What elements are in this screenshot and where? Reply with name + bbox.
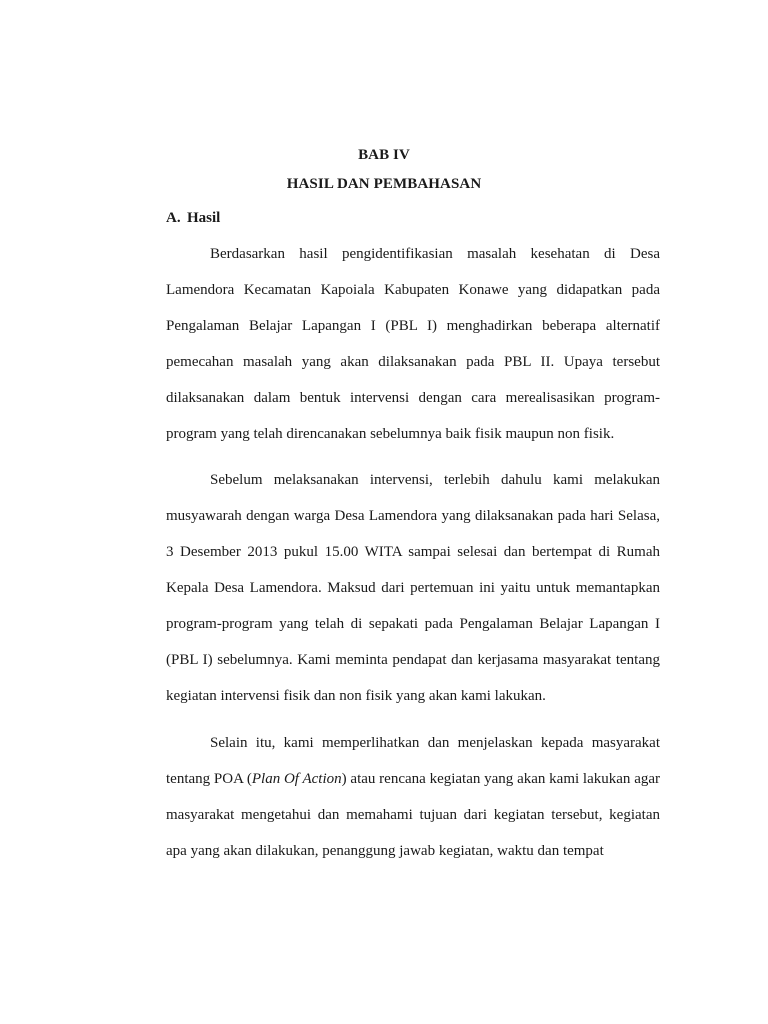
chapter-title: HASIL DAN PEMBAHASAN: [286, 176, 482, 192]
section-letter: A.: [166, 210, 181, 226]
paragraph-1: Berdasarkan hasil pengidentifikasian masalah kesehatan di Desa Lamendora Kecamatan Kapoiala Kabupaten Konawe yang didapatkan pada Pengalaman Belajar Lapangan I (PBL I) menghadirkan beberapa alternatif pemecahan masalah yang akan dilaksanakan pada PBL II. Upaya tersebut dilaksanakan dalam bentuk intervensi dengan cara merealisasikan program-program yang telah direncanakan sebelumnya baik fisik maupun non fisik.: [166, 246, 660, 442]
paragraph-2: Sebelum melaksanakan intervensi, terlebih dahulu kami melakukan musyawarah dengan warga Desa Lamendora yang dilaksanakan pada hari Selasa, 3 Desember 2013 pukul 15.00 WITA sampai selesai dan bertempat di Rumah Kepala Desa Lamendora. Maksud dari pertemuan ini yaitu untuk memantapkan program-program yang telah di sepakati pada Pengalaman Belajar Lapangan I (PBL I) sebelumnya. Kami meminta pendapat dan kerjasama masyarakat tentang kegiatan intervensi fisik dan non fisik yang akan kami lakukan.: [166, 472, 660, 704]
paragraph-3-italic-term: Plan Of Action: [251, 771, 342, 787]
paragraph-3-text-end: ) atau rencana kegiatan yang akan kami lakukan agar masyarakat mengetahui dan memahami tujuan dari kegiatan tersebut, kegiatan apa yang akan dilakukan, penanggung jawab kegiatan, waktu dan tempat: [166, 771, 660, 859]
section-label: Hasil: [187, 210, 221, 226]
section-heading: [166, 209, 220, 227]
paragraph-3-text-start: Selain itu, kami memperlihatkan dan menjelaskan kepada masyarakat tentang POA (: [166, 735, 660, 787]
paragraph-3: [166, 725, 660, 869]
chapter-number: BAB IV: [358, 147, 410, 163]
